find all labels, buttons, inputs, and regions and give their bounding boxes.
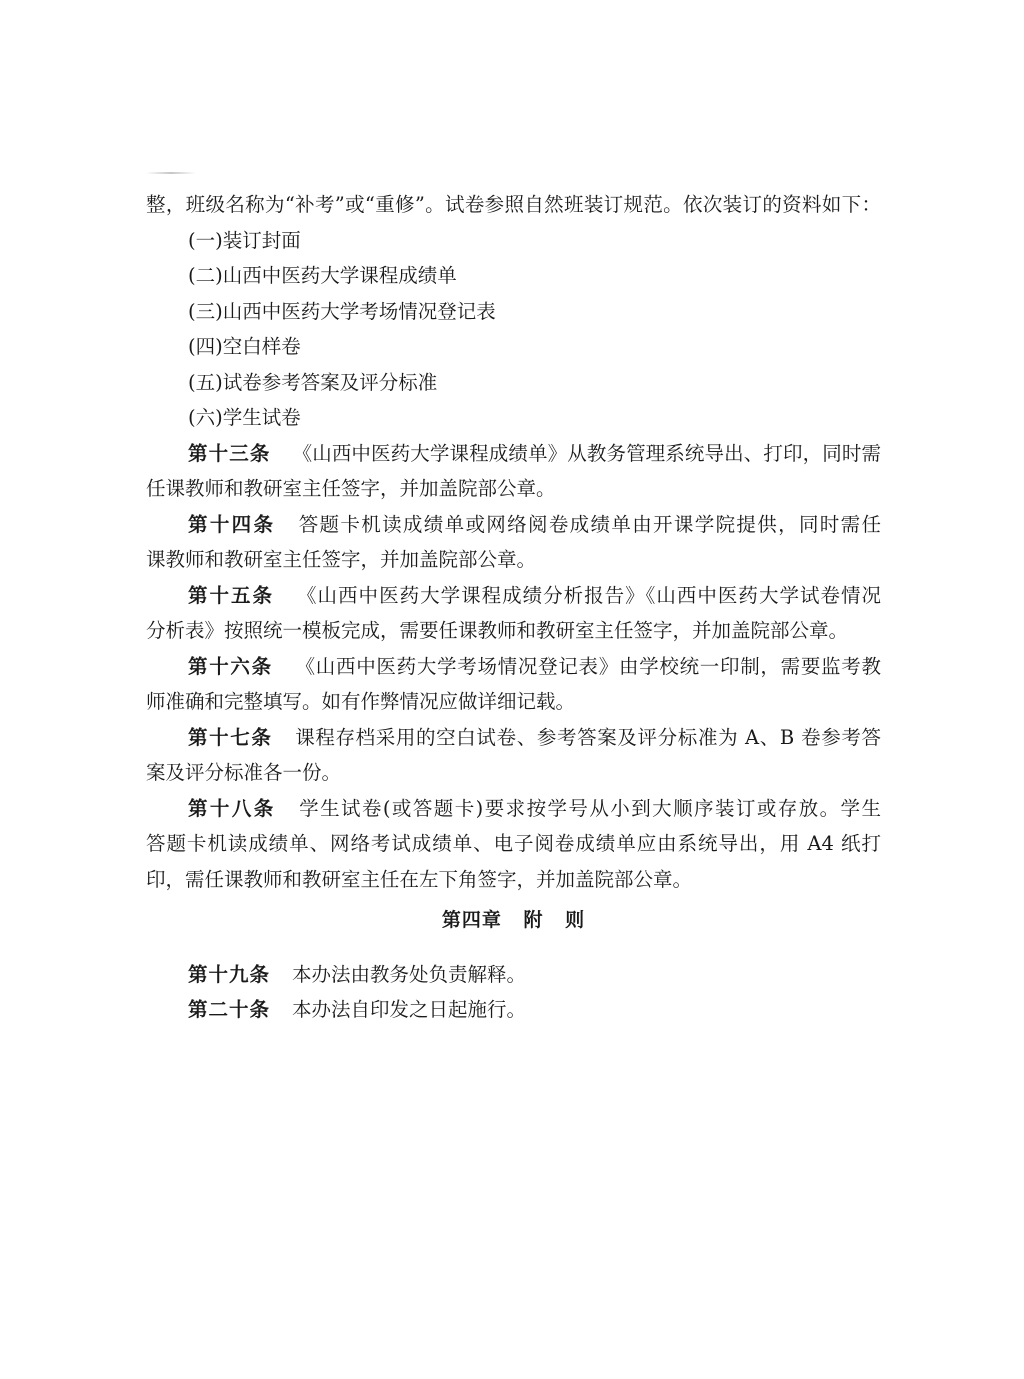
article-16-continuation: 师准确和完整填写。如有作弊情况应做详细记载。: [146, 690, 576, 713]
article-13-title: 第十三条: [188, 441, 271, 465]
article-15-continuation: 分析表》按照统一模板完成，需要任课教师和教研室主任签字，并加盖院部公章。: [146, 619, 849, 642]
article-19-title: 第十九条: [188, 962, 271, 986]
article-16-text: 《山西中医药大学考场情况登记表》由学校统一印制，需要监考教: [294, 654, 881, 678]
article-13-text: 《山西中医药大学课程成绩单》从教务管理系统导出、打印，同时需: [292, 441, 881, 465]
article-14-line: [146, 507, 881, 543]
list-item: (六)学生试卷: [188, 406, 301, 429]
article-20-line: [146, 992, 881, 1028]
article-19-text: 本办法由教务处负责解释。: [292, 962, 527, 986]
continuation-line: 整，班级名称为“补考”或“重修”。试卷参照自然班装订规范。依次装订的资料如下：: [146, 193, 881, 216]
article-13-continuation: 任课教师和教研室主任签字，并加盖院部公章。: [146, 477, 556, 500]
list-item: (四)空白样卷: [188, 335, 301, 358]
article-18-text: 学生试卷(或答题卡)要求按学号从小到大顺序装订或存放。学生: [297, 796, 881, 820]
article-13-line: [146, 436, 881, 472]
list-item: (二)山西中医药大学课程成绩单: [188, 264, 457, 287]
article-19-line: [146, 957, 881, 993]
article-18-title: 第十八条: [188, 796, 276, 820]
article-17-title: 第十七条: [188, 725, 273, 749]
article-16-line: [146, 649, 881, 685]
article-18-continuation: 答题卡机读成绩单、网络考试成绩单、电子阅卷成绩单应由系统导出，用 A4 纸打: [146, 832, 881, 855]
article-16-title: 第十六条: [188, 654, 273, 678]
list-item: (三)山西中医药大学考场情况登记表: [188, 299, 496, 323]
article-20-title: 第二十条: [188, 998, 271, 1021]
document-body: [146, 187, 881, 1028]
article-17-continuation: 案及评分标准各一份。: [146, 761, 342, 784]
article-14-continuation: 课教师和教研室主任签字，并加盖院部公章。: [146, 548, 537, 571]
article-18-continuation-2: 印，需任课教师和教研室主任在左下角签字，并加盖院部公章。: [146, 867, 693, 891]
article-14-text: 答题卡机读成绩单或网络阅卷成绩单由开课学院提供，同时需任: [297, 512, 881, 536]
article-15-title: 第十五条: [188, 583, 275, 607]
article-15-line: [146, 578, 881, 614]
article-17-text: 课程存档采用的空白试卷、参考答案及评分标准为 A、B 卷参考答: [294, 725, 881, 749]
article-20-text: 本办法自印发之日起施行。: [292, 998, 527, 1021]
article-14-title: 第十四条: [188, 512, 276, 536]
list-item: (一)装订封面: [188, 228, 301, 252]
list-item: (五)试卷参考答案及评分标准: [188, 370, 438, 394]
page-mark: [146, 172, 196, 174]
article-17-line: [146, 720, 881, 756]
article-15-text: 《山西中医药大学课程成绩分析报告》《山西中医药大学试卷情况: [296, 583, 881, 607]
article-18-line: [146, 791, 881, 827]
chapter-heading: 第四章 附 则: [441, 909, 586, 931]
